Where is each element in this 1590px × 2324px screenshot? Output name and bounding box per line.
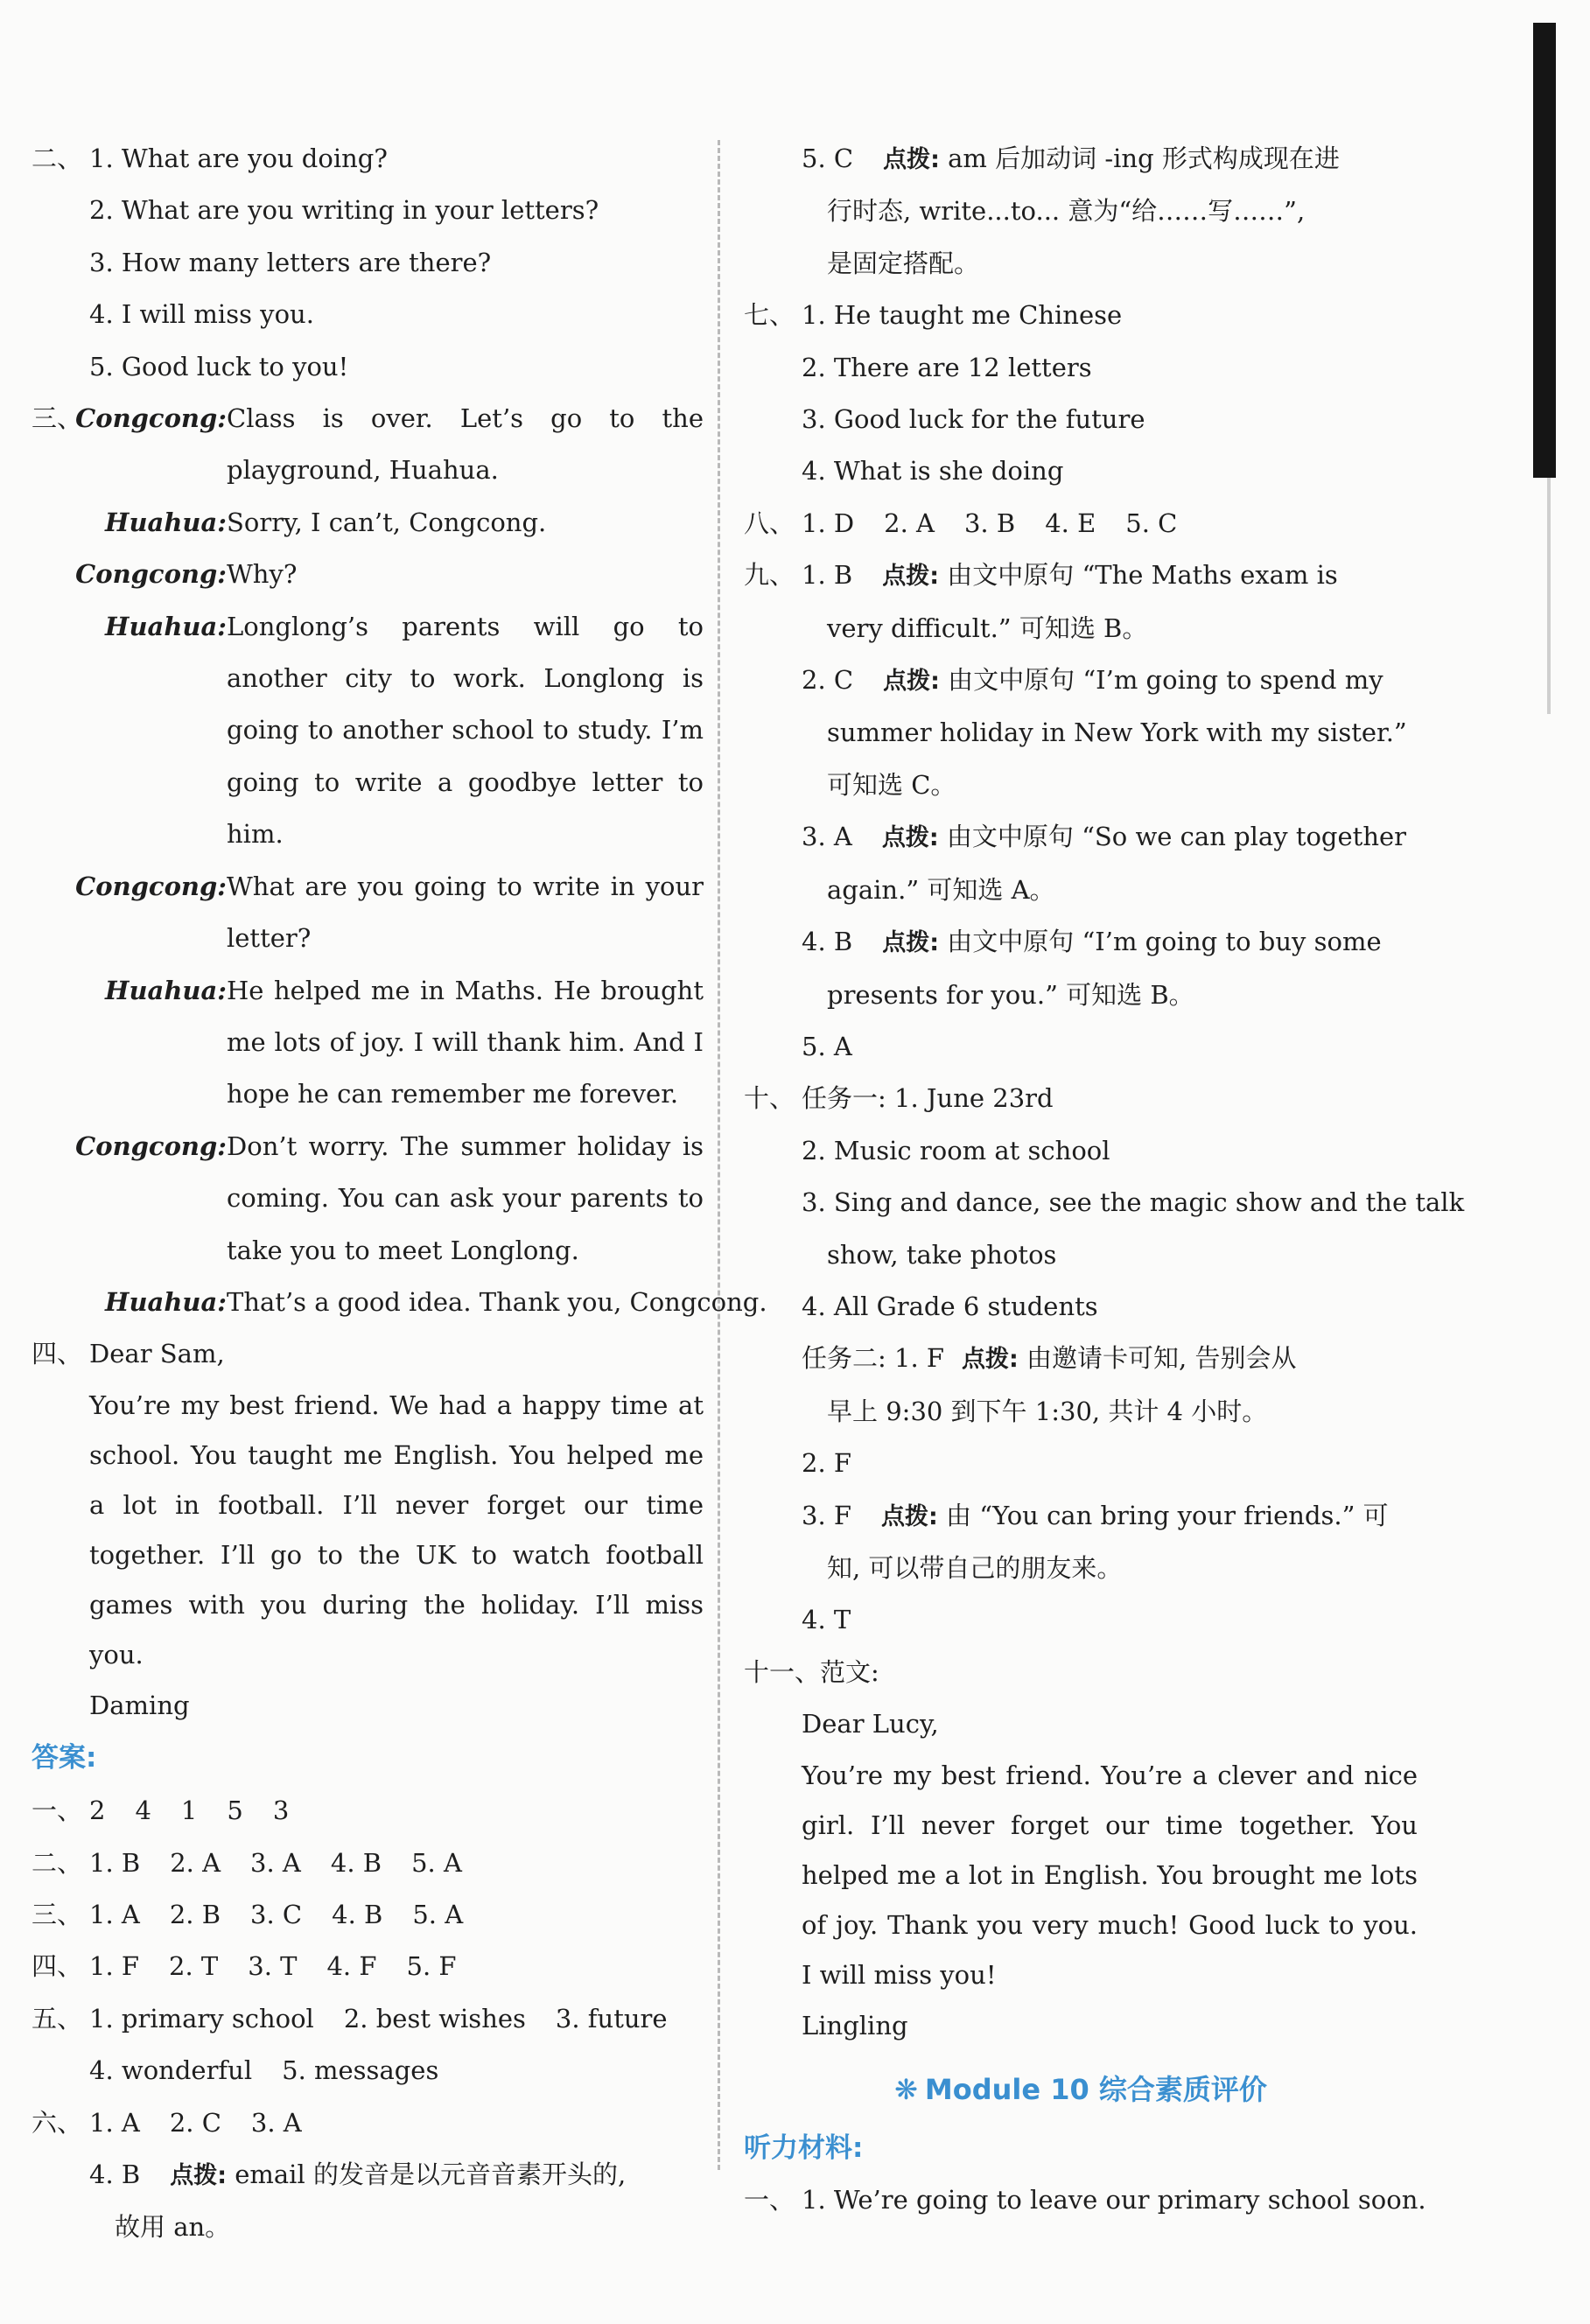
answer-item: 3. future <box>555 2003 668 2034</box>
task-label: 任务一: <box>802 1083 886 1114</box>
tip-text: 故用 an。 <box>115 2212 231 2243</box>
answer-item: 5. A <box>411 1847 462 1878</box>
dialogue-line <box>32 1277 767 1328</box>
section-marker: 十、 <box>744 1083 795 1114</box>
answer-item: 2. A <box>884 508 935 538</box>
dialogue-text: Sorry, I can’t, Congcong. <box>227 507 547 537</box>
speaker-name: Huahua: <box>105 611 227 641</box>
tip-text: 是固定搭配。 <box>827 248 980 278</box>
scan-edge-mark-light <box>1547 478 1551 714</box>
answer-item: 1. primary school <box>89 2003 314 2034</box>
section-marker: 五、 <box>32 2003 83 2034</box>
answer-item: 3. C <box>250 1899 303 1929</box>
scan-edge-mark <box>1533 23 1556 478</box>
speaker-name: Congcong: <box>75 1130 227 1161</box>
answer-item: 4 <box>135 1796 151 1826</box>
answer-item: 2 <box>89 1796 106 1826</box>
tip-text: summer holiday in New York with my sister.” <box>827 718 1407 748</box>
tip-text: 由邀请卡可知, 告别会从 <box>1026 1343 1297 1374</box>
speaker-name: Congcong: <box>75 403 227 434</box>
answer-item: 5. C <box>1125 508 1178 538</box>
answer-item: 4. What is she doing <box>802 456 1064 486</box>
dialogue-line <box>32 965 704 1121</box>
right-column <box>744 133 1465 2226</box>
answer-item: 3. A <box>250 1847 301 1878</box>
tip-label: 点拨: <box>962 1346 1019 1374</box>
tip-text: 行时态, write...to... 意为“给……写……”, <box>827 196 1306 227</box>
column-divider <box>718 140 720 2170</box>
answer-item: 2. best wishes <box>343 2003 526 2034</box>
answer-item: 5. A <box>802 1031 852 1061</box>
section-marker: 三、 <box>32 403 83 434</box>
tip-label: 点拨: <box>881 1502 938 1530</box>
answers-8 <box>744 498 1418 550</box>
list-item: 2. What are you writing in your letters? <box>89 195 599 226</box>
section-marker: 四、 <box>32 1339 83 1369</box>
answer-item: 4. T <box>802 1605 851 1635</box>
answer-item: 1. D <box>802 508 855 538</box>
letter-body: You’re my best friend. You’re a clever and nice girl. I’ll never forget our time together. You helped me a lot in English. You brought me lots of joy. Thank you very much! Good luck to you. I will miss you! <box>802 1760 1418 1990</box>
left-column <box>32 133 767 2254</box>
answer-item: show, take photos <box>827 1239 1057 1270</box>
answer-item: 1. A <box>89 1899 140 1929</box>
dialogue-line <box>32 497 704 549</box>
section-4-letter <box>32 1328 704 1732</box>
answers-4 <box>32 1941 704 1992</box>
answer-item: 5 <box>227 1796 243 1826</box>
answer-item: 2. F <box>802 1448 852 1479</box>
dialogue-text: Longlong’s parents will go to another city to work. Longlong is going to another school to study. I’m going to write a goodbye letter to him. <box>227 611 704 850</box>
section-marker: 十一、 <box>744 1656 821 1687</box>
tip-text: email 的发音是以元音音素开头的, <box>235 2160 627 2189</box>
list-item: 4. I will miss you. <box>89 299 314 330</box>
tip-text: very difficult.” 可知选 B。 <box>827 612 1148 643</box>
speaker-name: Huahua: <box>105 975 227 1005</box>
answer-item: 4. B <box>802 927 853 957</box>
answer-item: 2. There are 12 letters <box>802 352 1092 382</box>
paw-icon: ❋ <box>894 2073 918 2106</box>
answer-item: 4. All Grade 6 students <box>802 1291 1098 1321</box>
speaker-name: Huahua: <box>105 1286 227 1317</box>
tip-text: 可知选 C。 <box>827 769 956 800</box>
dialogue-text: Why? <box>227 559 298 590</box>
dialogue-line <box>32 1121 704 1277</box>
answer-item: 2. B <box>169 1899 221 1929</box>
section-marker: 一、 <box>744 2185 795 2215</box>
tip-text: 由文中原句 “I’m going to spend my <box>948 665 1383 696</box>
dialogue-text: That’s a good idea. Thank you, Congcong. <box>227 1286 767 1317</box>
essay-label: 范文: <box>820 1656 879 1687</box>
dialogue-text: Class is over. Let’s go to the playground, Huahua. <box>227 403 704 486</box>
answer-item: 3. Good luck for the future <box>802 404 1145 435</box>
answer-item: 3. F <box>802 1500 852 1530</box>
tip-label: 点拨: <box>882 929 940 957</box>
answer-item: 3. A <box>802 822 852 852</box>
section-marker: 六、 <box>32 2107 83 2138</box>
listening-text: 1. We’re going to leave our primary school soon. <box>802 2185 1426 2215</box>
section-marker: 三、 <box>32 1899 83 1929</box>
section-marker: 八、 <box>744 508 795 538</box>
answer-item: 5. C <box>802 144 854 173</box>
tip-text: 由文中原句 “I’m going to buy some <box>947 927 1382 957</box>
answers-2 <box>32 1838 704 1889</box>
tip-text: 早上 9:30 到下午 1:30, 共计 4 小时。 <box>827 1396 1268 1426</box>
dialogue-line <box>32 861 704 965</box>
tip-text: again.” 可知选 A。 <box>827 874 1055 905</box>
dialogue-text: He helped me in Maths. He brought me lots of joy. I will thank him. And I hope he can remember me forever. <box>227 975 704 1110</box>
tip-label: 点拨: <box>883 146 940 173</box>
tip-label: 点拨: <box>170 2162 228 2189</box>
answers-heading: 答案: <box>32 1742 97 1774</box>
tip-label: 点拨: <box>881 824 939 852</box>
answer-item: 1. June 23rd <box>894 1083 1054 1114</box>
letter-signature: Lingling <box>802 2010 908 2040</box>
answer-item: 3 <box>272 1796 290 1826</box>
module-title <box>744 2057 1418 2122</box>
list-item: 1. What are you doing? <box>89 144 388 173</box>
answer-item: 4. B <box>89 2160 141 2189</box>
answer-item: 1. He taught me Chinese <box>802 300 1123 331</box>
answers-5 <box>32 1993 704 2097</box>
section-marker: 七、 <box>744 300 795 331</box>
answer-item: 4. B <box>332 1899 383 1929</box>
answer-item: 4. B <box>330 1847 382 1878</box>
module-title-text: Module 10 综合素质评价 <box>924 2073 1267 2106</box>
answer-item: 1. A <box>89 2107 140 2138</box>
letter-greeting: Dear Lucy, <box>802 1709 939 1740</box>
answer-item: 2. Music room at school <box>802 1135 1110 1166</box>
answers-9 <box>744 550 1418 1073</box>
answer-item: 2. A <box>170 1847 221 1878</box>
answer-item: 1 <box>180 1796 198 1826</box>
answer-item: 4. F <box>326 1951 377 1982</box>
tip-text: presents for you.” 可知选 B。 <box>827 979 1194 1010</box>
section-marker: 九、 <box>744 560 795 591</box>
section-marker: 二、 <box>32 144 83 173</box>
answer-item: 2. T <box>169 1951 219 1982</box>
answers-10 <box>744 1073 1465 1646</box>
speaker-name: Huahua: <box>105 507 227 537</box>
dialogue-text: Don’t worry. The summer holiday is coming. You can ask your parents to take you to meet Longlong. <box>227 1130 704 1265</box>
answers-6-item5 <box>744 133 1418 290</box>
answer-item: 2. C <box>169 2107 221 2138</box>
list-item: 5. Good luck to you! <box>89 351 349 382</box>
answer-item: 3. Sing and dance, see the magic show and the talk <box>802 1187 1465 1218</box>
answer-item: 4. wonderful <box>89 2055 253 2086</box>
section-marker: 四、 <box>32 1951 83 1982</box>
section-2 <box>32 133 704 393</box>
speaker-name: Congcong: <box>75 871 227 901</box>
letter-signature: Daming <box>89 1690 190 1720</box>
listening-heading: 听力材料: <box>744 2132 864 2164</box>
tip-text: 由 “You can bring your friends.” 可 <box>946 1500 1389 1530</box>
answer-item: 3. T <box>248 1951 298 1982</box>
tip-text: 知, 可以带自己的朋友来。 <box>827 1552 1123 1583</box>
answers-1 <box>32 1785 704 1837</box>
tip-text: 由文中原句 “The Maths exam is <box>947 560 1338 591</box>
letter-body: You’re my best friend. We had a happy time at school. You taught me English. You helped me a lot in football. I’ll never forget our time together. I’ll go to the UK to watch football games with you during the holiday. I’ll miss you. <box>89 1390 704 1670</box>
tip-label: 点拨: <box>882 563 940 591</box>
answers-3 <box>32 1889 704 1941</box>
section-marker: 一、 <box>32 1796 83 1826</box>
answer-item: 3. B <box>963 508 1016 538</box>
dialogue-line <box>32 601 704 861</box>
answer-item: 1. B <box>802 560 853 591</box>
listening-1 <box>744 2174 1426 2226</box>
dialogue-line <box>32 393 704 497</box>
list-item: 3. How many letters are there? <box>89 247 492 277</box>
answer-item: 4. E <box>1045 508 1096 538</box>
task-label: 任务二: <box>802 1343 886 1374</box>
section-marker: 二、 <box>32 1847 83 1878</box>
tip-label: 点拨: <box>883 668 940 696</box>
answers-7 <box>744 290 1418 498</box>
answer-item: 1. F <box>894 1343 945 1374</box>
section-3-dialogue <box>32 393 767 1328</box>
answer-item: 1. B <box>89 1847 141 1878</box>
dialogue-line <box>32 549 704 600</box>
speaker-name: Congcong: <box>75 559 227 590</box>
answer-item: 1. F <box>89 1951 140 1982</box>
answer-item: 2. C <box>802 665 854 696</box>
answers-11-essay <box>744 1647 1418 2052</box>
tip-text: 由文中原句 “So we can play together <box>946 822 1407 852</box>
dialogue-text: What are you going to write in your letter? <box>227 871 704 954</box>
answer-item: 5. F <box>406 1951 457 1982</box>
answer-item: 5. messages <box>282 2055 439 2086</box>
answers-6 <box>32 2097 704 2254</box>
answer-item: 5. A <box>412 1899 464 1929</box>
letter-greeting: Dear Sam, <box>89 1339 225 1369</box>
tip-text: am 后加动词 -ing 形式构成现在进 <box>948 144 1340 173</box>
answer-item: 3. A <box>250 2107 302 2138</box>
